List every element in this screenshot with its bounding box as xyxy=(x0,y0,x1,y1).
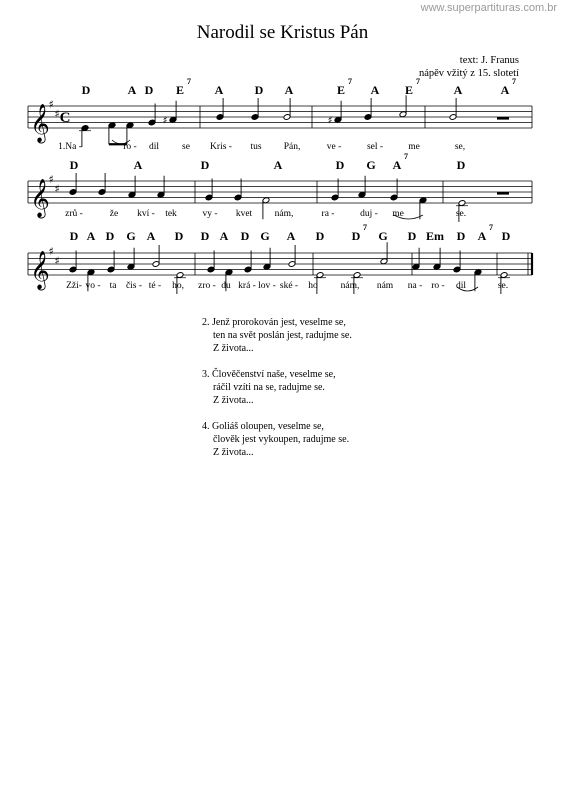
chord-extension: 7 xyxy=(489,223,493,232)
verse-line: 2. Jenž prorokován jest, veselme se, xyxy=(202,317,346,328)
chord-symbol: E xyxy=(336,83,346,97)
verse-line: Z života... xyxy=(213,343,254,354)
lyric-syllable: Pán, xyxy=(283,142,301,152)
lyric-syllable: krá - xyxy=(238,281,256,291)
chord-symbol: D xyxy=(200,229,210,243)
verse-line: ten na svět poslán jest, radujme se. xyxy=(213,330,352,341)
lyric-syllable: kví - xyxy=(137,209,155,219)
chord-extension: 7 xyxy=(512,77,516,86)
lyric-syllable: vo - xyxy=(85,281,101,291)
lyric-syllable: lov - xyxy=(258,281,276,291)
lyric-syllable: tus xyxy=(250,142,262,152)
treble-clef-icon: 𝄞 xyxy=(30,178,50,217)
verse-line: 3. Člověčenství naše, veselme se, xyxy=(202,369,336,380)
verse-4 xyxy=(202,420,352,459)
chord-symbol: D xyxy=(105,229,115,243)
lyric-syllable: čis - xyxy=(125,281,143,291)
chord-symbol: A xyxy=(214,83,224,97)
song-title: Narodil se Kristus Pán xyxy=(196,22,369,43)
chord-symbol: E xyxy=(175,83,185,97)
chord-symbol: G xyxy=(260,229,270,243)
lyric-syllable: dil xyxy=(455,281,467,291)
chord-extension: 7 xyxy=(404,152,408,161)
chord-extension: 7 xyxy=(187,77,191,86)
chord-symbol: A xyxy=(219,229,229,243)
lyric-syllable: Kris - xyxy=(210,142,232,152)
lyric-syllable: Zži- xyxy=(66,281,82,291)
lyric-syllable: se. xyxy=(497,281,509,291)
chord-symbol: A xyxy=(284,83,294,97)
treble-clef-icon: 𝄞 xyxy=(30,103,50,142)
chord-symbol: G xyxy=(378,229,388,243)
lyric-syllable: nám, xyxy=(340,281,360,291)
chord-symbol: D xyxy=(200,158,210,172)
sheet-music xyxy=(0,0,565,300)
lyric-syllable: se xyxy=(182,142,190,152)
chord-symbol: A xyxy=(392,158,402,172)
chord-symbol: A xyxy=(127,83,137,97)
lyric-syllable: se. xyxy=(455,209,467,219)
lyric-syllable: dil xyxy=(148,142,160,152)
lyric-syllable: kvet xyxy=(235,209,253,219)
sharp-c-icon: ♯ xyxy=(54,182,60,196)
chord-symbol: D xyxy=(407,229,417,243)
lyric-syllable: ra - xyxy=(321,209,335,219)
chord-symbol: G xyxy=(126,229,136,243)
lyric-syllable: duj - xyxy=(360,209,378,219)
lyric-syllable: vy - xyxy=(202,209,218,219)
verse-line: Z života... xyxy=(213,447,254,458)
chord-symbol: D xyxy=(144,83,154,97)
chord-symbol: D xyxy=(69,229,79,243)
lyric-syllable: nám, xyxy=(274,209,294,219)
chord-symbol: G xyxy=(366,158,376,172)
chord-symbol: Em xyxy=(426,229,444,243)
chord-extension: 7 xyxy=(416,77,420,86)
melody-credit: nápěv vžitý z 15. slotetí xyxy=(418,68,519,79)
chord-symbol: D xyxy=(69,158,79,172)
chord-symbol: A xyxy=(477,229,487,243)
chord-symbol: A xyxy=(370,83,380,97)
chord-symbol: A xyxy=(146,229,156,243)
verse-3 xyxy=(202,368,352,407)
chord-symbol: D xyxy=(315,229,325,243)
treble-clef-icon: 𝄞 xyxy=(30,250,50,289)
lyric-syllable: že xyxy=(109,209,119,219)
lyric-syllable: zro - xyxy=(198,281,216,291)
lyric-syllable: tek xyxy=(165,209,177,219)
chord-symbol: A xyxy=(273,158,283,172)
lyric-syllable: na - xyxy=(407,281,423,291)
chord-symbol: D xyxy=(81,83,91,97)
sharp-accidental-icon: ♯ xyxy=(162,115,168,127)
lyric-syllable: me xyxy=(408,142,420,152)
time-signature: C xyxy=(59,110,71,126)
chord-symbol: A xyxy=(500,83,510,97)
lyricist-credit: text: J. Franus xyxy=(459,55,519,66)
chord-symbol: D xyxy=(351,229,361,243)
lyric-syllable: ta xyxy=(109,281,117,291)
chord-symbol: D xyxy=(174,229,184,243)
sharp-f-icon: ♯ xyxy=(48,173,54,186)
lyric-syllable: sel - xyxy=(366,142,384,152)
lyric-syllable: se, xyxy=(454,142,466,152)
lyric-syllable: ro - xyxy=(123,142,137,152)
lyric-syllable: nám xyxy=(376,281,394,291)
sharp-f-icon: ♯ xyxy=(48,98,54,111)
sharp-c-icon: ♯ xyxy=(54,254,60,268)
chord-symbol: D xyxy=(456,158,466,172)
sharp-accidental-icon: ♯ xyxy=(327,115,333,127)
chord-symbol: A xyxy=(86,229,96,243)
verse-2 xyxy=(202,316,352,355)
chord-extension: 7 xyxy=(348,77,352,86)
lyric-syllable: ské - xyxy=(279,281,299,291)
lyric-syllable: me xyxy=(392,209,404,219)
chord-symbol: D xyxy=(501,229,511,243)
chord-symbol: E xyxy=(404,83,414,97)
lyric-syllable: ho, xyxy=(172,281,184,291)
half-rest-icon xyxy=(497,192,509,195)
lyric-syllable: 1.Na - xyxy=(58,142,82,152)
half-rest-icon xyxy=(497,117,509,120)
sharp-c-icon: ♯ xyxy=(54,107,60,121)
watermark: www.superpartituras.com.br xyxy=(420,2,557,14)
lyric-syllable: du xyxy=(221,281,231,291)
lyric-syllable: ro - xyxy=(431,281,445,291)
chord-symbol: D xyxy=(240,229,250,243)
verse-line: 4. Goliáš oloupen, veselme se, xyxy=(202,421,324,432)
lyric-syllable: té - xyxy=(148,281,162,291)
lyric-syllable: ve - xyxy=(326,142,342,152)
chord-symbol: D xyxy=(335,158,345,172)
verses xyxy=(202,316,352,472)
chord-symbol: A xyxy=(133,158,143,172)
verse-line: Z života... xyxy=(213,395,254,406)
chord-symbol: A xyxy=(286,229,296,243)
chord-symbol: D xyxy=(456,229,466,243)
chord-symbol: A xyxy=(453,83,463,97)
chord-symbol: D xyxy=(254,83,264,97)
sharp-f-icon: ♯ xyxy=(48,245,54,258)
verse-line: člověk jest vykoupen, radujme se. xyxy=(213,434,350,445)
chord-extension: 7 xyxy=(363,223,367,232)
lyric-syllable: ho xyxy=(308,281,318,291)
lyric-syllable: zrů - xyxy=(65,209,83,219)
verse-line: ráčil vzíti na se, radujme se. xyxy=(213,382,325,393)
